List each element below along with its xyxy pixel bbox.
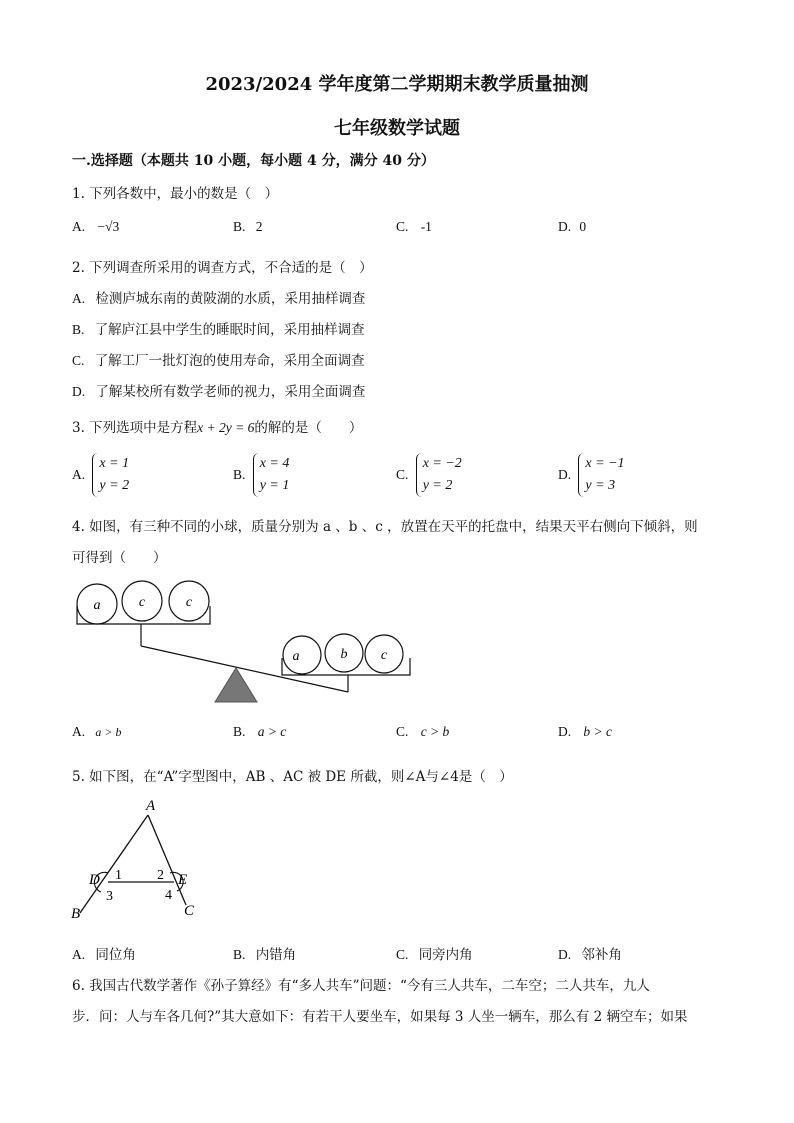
q4-option-a (72, 724, 122, 740)
ball (283, 636, 321, 674)
option-label: A. (72, 724, 86, 739)
system-line-2: y = 2 (99, 478, 130, 493)
line-ab (80, 815, 148, 913)
option-text: 检测庐城东南的黄陂湖的水质，采用抽样调查 (95, 291, 366, 307)
q6-line1: 6. 我国古代数学著作《孙子算经》有“多人共车”问题：“今有三人共车，二车空；二人共车，九人 (72, 978, 650, 994)
option-label: C. (396, 724, 409, 739)
a-shape-figure (66, 793, 206, 925)
option-label: D. (558, 467, 572, 482)
q3-option-a (72, 453, 129, 497)
label-angle-2: 2 (157, 868, 164, 883)
q5-option-b (233, 943, 296, 963)
option-label: B. (233, 467, 246, 482)
q2-option-a (72, 287, 365, 307)
q1-option-d (558, 219, 586, 235)
system-line-2: y = 3 (585, 478, 616, 493)
equation-system (253, 453, 290, 497)
q1-option-b (233, 219, 262, 235)
label-angle-3: 3 (106, 889, 113, 904)
q4-option-b (233, 724, 286, 740)
label-b: B (71, 906, 81, 922)
option-label: A. (72, 219, 86, 234)
option-text: 了解工厂一批灯泡的使用寿命，采用全面调查 (94, 353, 365, 369)
option-text: 0 (579, 219, 587, 234)
option-text: -1 (420, 219, 432, 234)
option-label: D. (558, 947, 572, 962)
q5-stem: 5. 如下图，在“A”字型图中，AB 、AC 被 DE 所截，则∠A与∠4是（ ） (72, 769, 513, 785)
q1-option-a (72, 219, 119, 235)
equation-system (416, 453, 462, 497)
ball-label: c (138, 595, 146, 610)
option-label: C. (396, 947, 409, 962)
system-line-1: x = −2 (422, 456, 462, 471)
balance-scale-figure (70, 578, 420, 708)
ball-label: a (292, 649, 300, 664)
option-label: B. (233, 947, 246, 962)
q3-option-d (558, 453, 625, 497)
label-angle-4: 4 (165, 888, 172, 903)
q1-option-c (396, 219, 432, 235)
label-a: A (146, 798, 156, 814)
q3-stem-pre: 3. 下列选项中是方程 (72, 420, 198, 436)
fulcrum (215, 668, 257, 702)
equation-system (578, 453, 624, 497)
option-label: B. (233, 724, 246, 739)
option-text: a > b (95, 725, 122, 739)
option-text: 同旁内角 (418, 947, 473, 963)
ball-label: c (380, 648, 388, 663)
option-text: a > c (257, 724, 287, 739)
option-label: B. (233, 219, 246, 234)
system-line-1: x = 4 (259, 456, 290, 471)
q4-option-d (558, 724, 612, 740)
label-angle-1: 1 (115, 868, 122, 883)
label-c: C (184, 903, 195, 919)
option-text: 了解庐江县中学生的睡眠时间，采用抽样调查 (94, 322, 365, 338)
option-text: −√3 (97, 219, 120, 234)
option-label: A. (72, 467, 86, 482)
option-text: 邻补角 (581, 947, 622, 963)
option-label: D. (558, 219, 572, 234)
q4-option-c (396, 724, 449, 740)
option-label: C. (396, 467, 409, 482)
q2-stem: 2. 下列调查所采用的调查方式，不合适的是（ ） (72, 260, 373, 276)
system-line-1: x = 1 (99, 456, 130, 471)
system-line-2: y = 1 (259, 478, 290, 493)
option-label: B. (72, 322, 85, 337)
q4-stem-line1: 4. 如图，有三种不同的小球，质量分别为 a 、b 、c ，放置在天平的托盘中，结果天平右侧向下倾斜，则 (72, 519, 698, 535)
q1-stem: 1. 下列各数中，最小的数是（ ） (72, 186, 279, 202)
option-label: A. (72, 947, 86, 962)
q4-stem-line2: 可得到（ ） (72, 550, 167, 566)
q3-stem-post: 的解的是（ ） (254, 420, 363, 436)
ball-label: a (93, 598, 101, 613)
q2-option-c (72, 349, 365, 369)
q3-option-b (233, 453, 289, 497)
option-label: C. (396, 219, 409, 234)
option-label: C. (72, 353, 85, 368)
q5-option-d (558, 943, 622, 963)
option-label: D. (558, 724, 572, 739)
q2-option-d (72, 380, 365, 400)
system-line-1: x = −1 (585, 456, 625, 471)
option-text: 内错角 (255, 947, 297, 963)
option-text: c > b (420, 724, 450, 739)
option-label: D. (72, 384, 86, 399)
q3-equation: x + 2y = 6 (197, 420, 255, 435)
ball-label: c (185, 595, 193, 610)
option-label: A. (72, 291, 86, 306)
option-text: 了解某校所有数学老师的视力，采用全面调查 (95, 384, 366, 400)
system-line-2: y = 2 (422, 478, 453, 493)
section-heading: 一.选择题（本题共 10 小题，每小题 4 分，满分 40 分） (72, 153, 435, 169)
q2-option-b (72, 318, 365, 338)
exam-subtitle: 七年级数学试题 (334, 118, 460, 139)
label-e: E (178, 872, 188, 888)
equation-system (92, 453, 129, 497)
q6-line2: 步．问：人与车各几何?”其大意如下：有若干人要坐车，如果每 3 人坐一辆车，那么有 2 辆空车；如果 (72, 1009, 688, 1025)
q3-option-c (396, 453, 462, 497)
option-text: b > c (583, 724, 613, 739)
q3-stem (72, 416, 362, 436)
q5-option-a (72, 943, 136, 963)
ball-label: b (340, 647, 348, 662)
label-d: D (89, 872, 100, 888)
exam-title: 2023/2024 学年度第二学期期末教学质量抽测 (205, 74, 589, 95)
q5-option-c (396, 943, 473, 963)
option-text: 2 (255, 219, 263, 234)
option-text: 同位角 (95, 947, 136, 963)
